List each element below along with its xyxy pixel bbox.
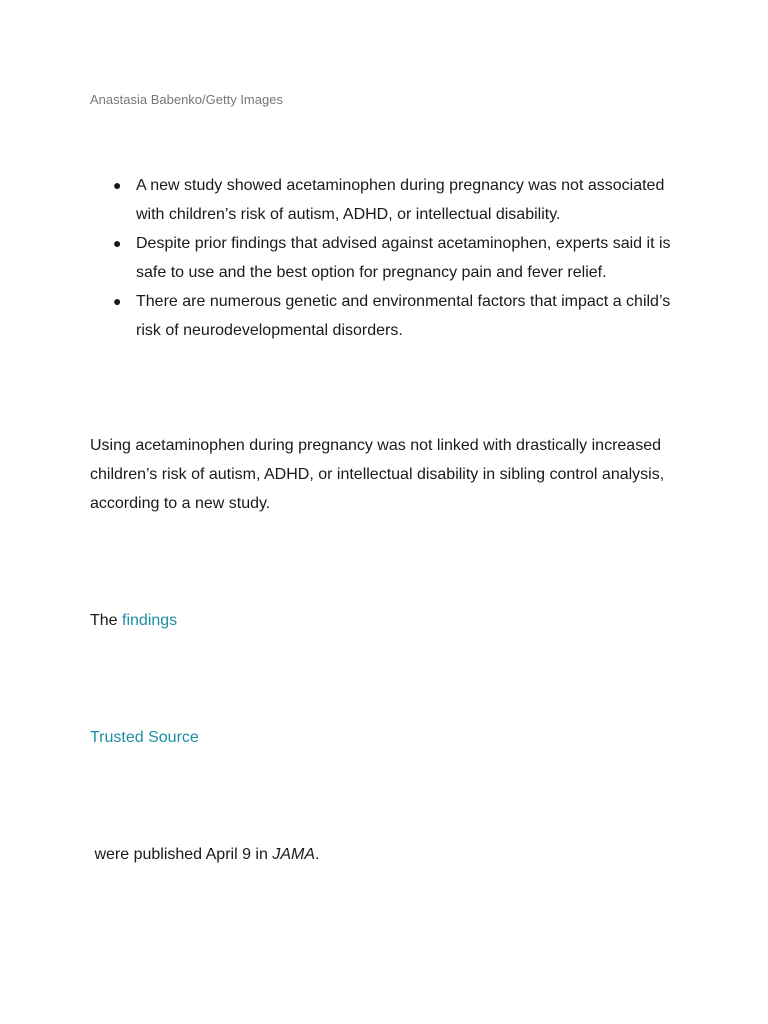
bullet-icon: ● <box>113 293 122 309</box>
bullet-icon: ● <box>113 177 122 193</box>
bullet-text: There are numerous genetic and environmental factors that impact a child’s risk of neurodevelopmental disorders. <box>136 293 671 339</box>
intro-paragraph: Using acetaminophen during pregnancy was not linked with drastically increased children’s risk of autism, ADHD, or intellectual disability in sibling control analysis, according to a new study. <box>90 437 665 512</box>
bullet-icon: ● <box>113 235 122 251</box>
trusted-source-line <box>90 723 690 752</box>
published-line <box>90 840 690 869</box>
bullet-text: Despite prior findings that advised against acetaminophen, experts said it is safe to use and the best option for pregnancy pain and fever relief. <box>136 235 671 281</box>
list-item <box>90 229 690 287</box>
published-prefix: were published April 9 in <box>90 846 273 863</box>
findings-line <box>90 606 690 635</box>
list-item <box>90 171 690 229</box>
findings-link[interactable]: findings <box>122 612 178 629</box>
journal-name: JAMA <box>272 846 315 863</box>
bullet-text: A new study showed acetaminophen during pregnancy was not associated with children’s risk of autism, ADHD, or intellectual disability. <box>136 177 665 223</box>
image-credit: Anastasia Babenko/Getty Images <box>90 92 283 107</box>
findings-prefix: The <box>90 612 123 629</box>
trusted-source-link[interactable]: Trusted Source <box>90 729 199 746</box>
published-suffix: . <box>315 846 320 863</box>
list-item <box>90 287 690 345</box>
key-takeaways-list <box>90 171 690 345</box>
